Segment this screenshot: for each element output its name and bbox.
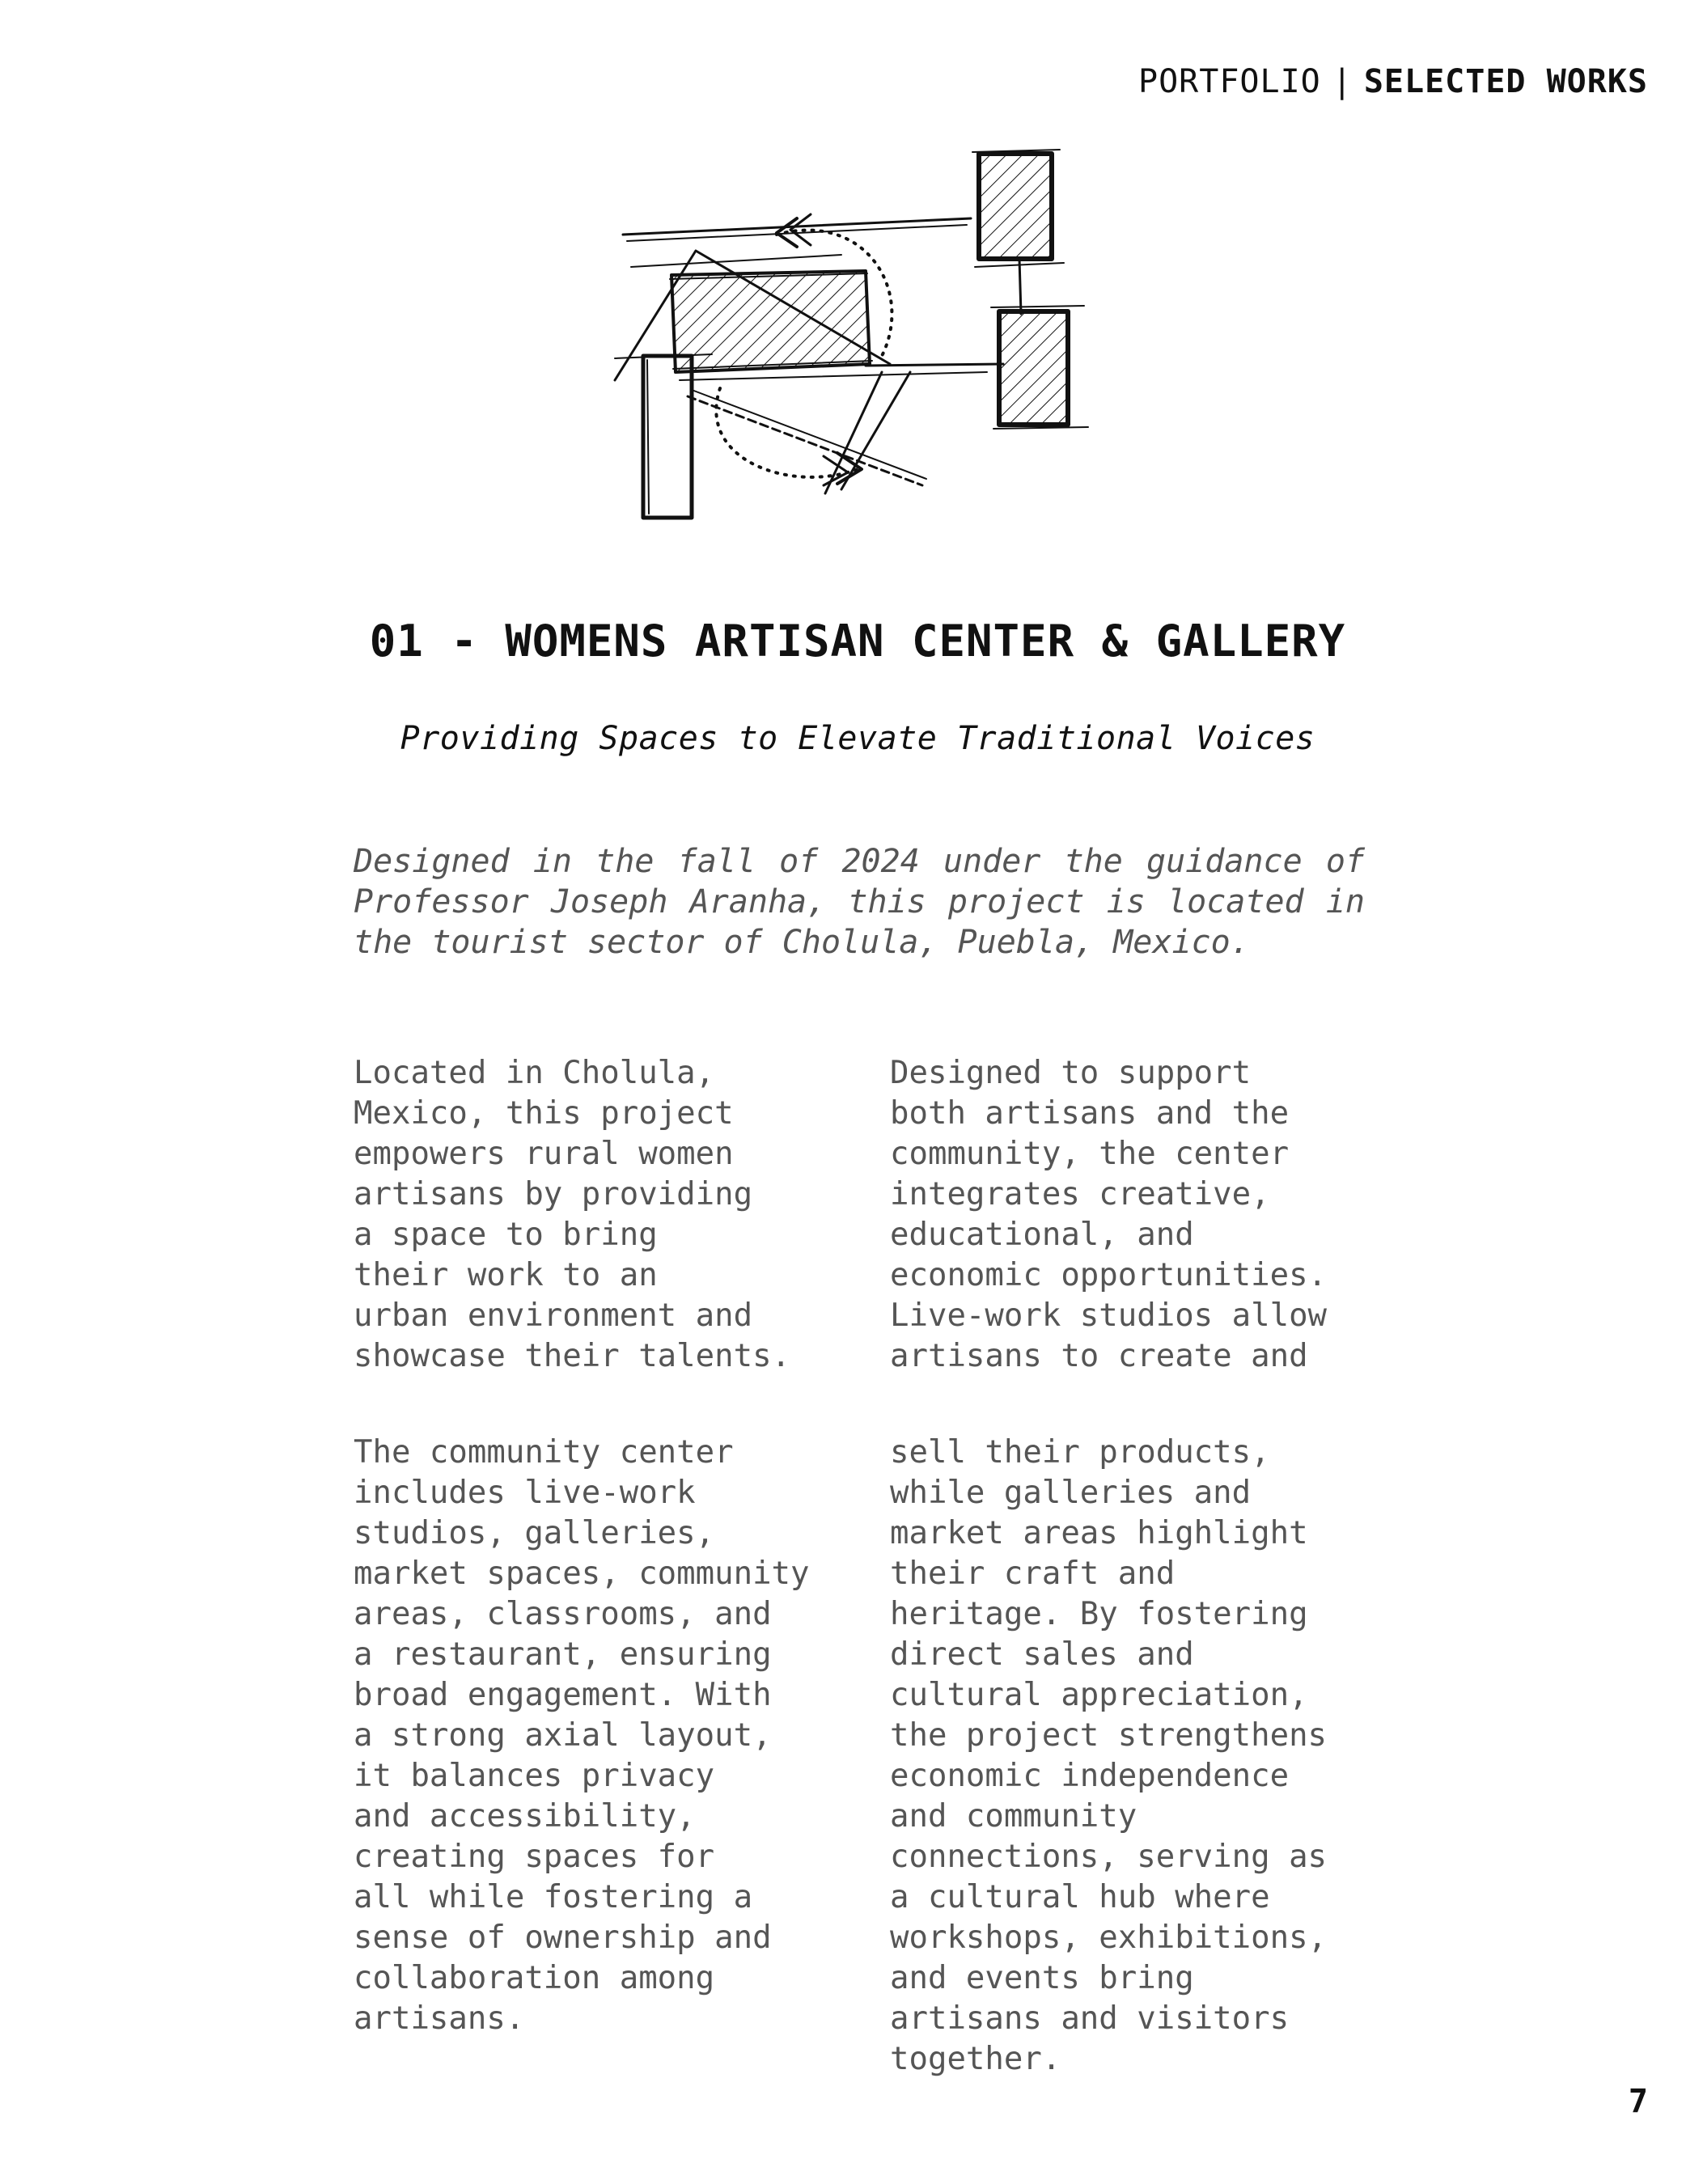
body-paragraph-right-bottom: sell their products, while galleries and market areas highlight their craft and heritage. By fostering direct sales and cultural appreciation, the project strengthens economic independence and community connections, serving as a cultural hub where workshops, exhibitions, and events bring artisans and visitors together.: [890, 1434, 1328, 2077]
header-section: PORTFOLIO: [1138, 63, 1321, 100]
page-number: 7: [1628, 2083, 1648, 2120]
body-paragraph-right-top: Designed to support both artisans and the community, the center integrates creative, educational, and economic opportunities. Live-work studios allow artisans to create and: [890, 1055, 1328, 1374]
architectural-sketch-icon: [599, 129, 1116, 534]
body-paragraph-left-top: Located in Cholula, Mexico, this project empowers rural women artisans by providing a space to bring their work to an urban environment and showcase their talents.: [354, 1055, 791, 1374]
body-paragraph-left-bottom: The community center includes live-work studios, galleries, market spaces, community areas, classrooms, and a restaurant, ensuring broad engagement. With a strong axial layout, it balances privacy and accessibility, creating spaces for all while fostering a sense of ownership and collaboration among artisans.: [354, 1434, 810, 2037]
header-separator: |: [1332, 63, 1353, 100]
project-subtitle: Providing Spaces to Elevate Traditional Voices: [400, 720, 1315, 757]
project-title: 01 - WOMENS ARTISAN CENTER & GALLERY: [369, 616, 1346, 667]
header-subsection: SELECTED WORKS: [1363, 63, 1648, 100]
page-header: [1138, 63, 1648, 100]
project-intro: Designed in the fall of 2024 under the guidance of Professor Joseph Aranha, this project is located in the tourist sector of Cholula, Puebla, Mexico.: [354, 843, 1365, 961]
